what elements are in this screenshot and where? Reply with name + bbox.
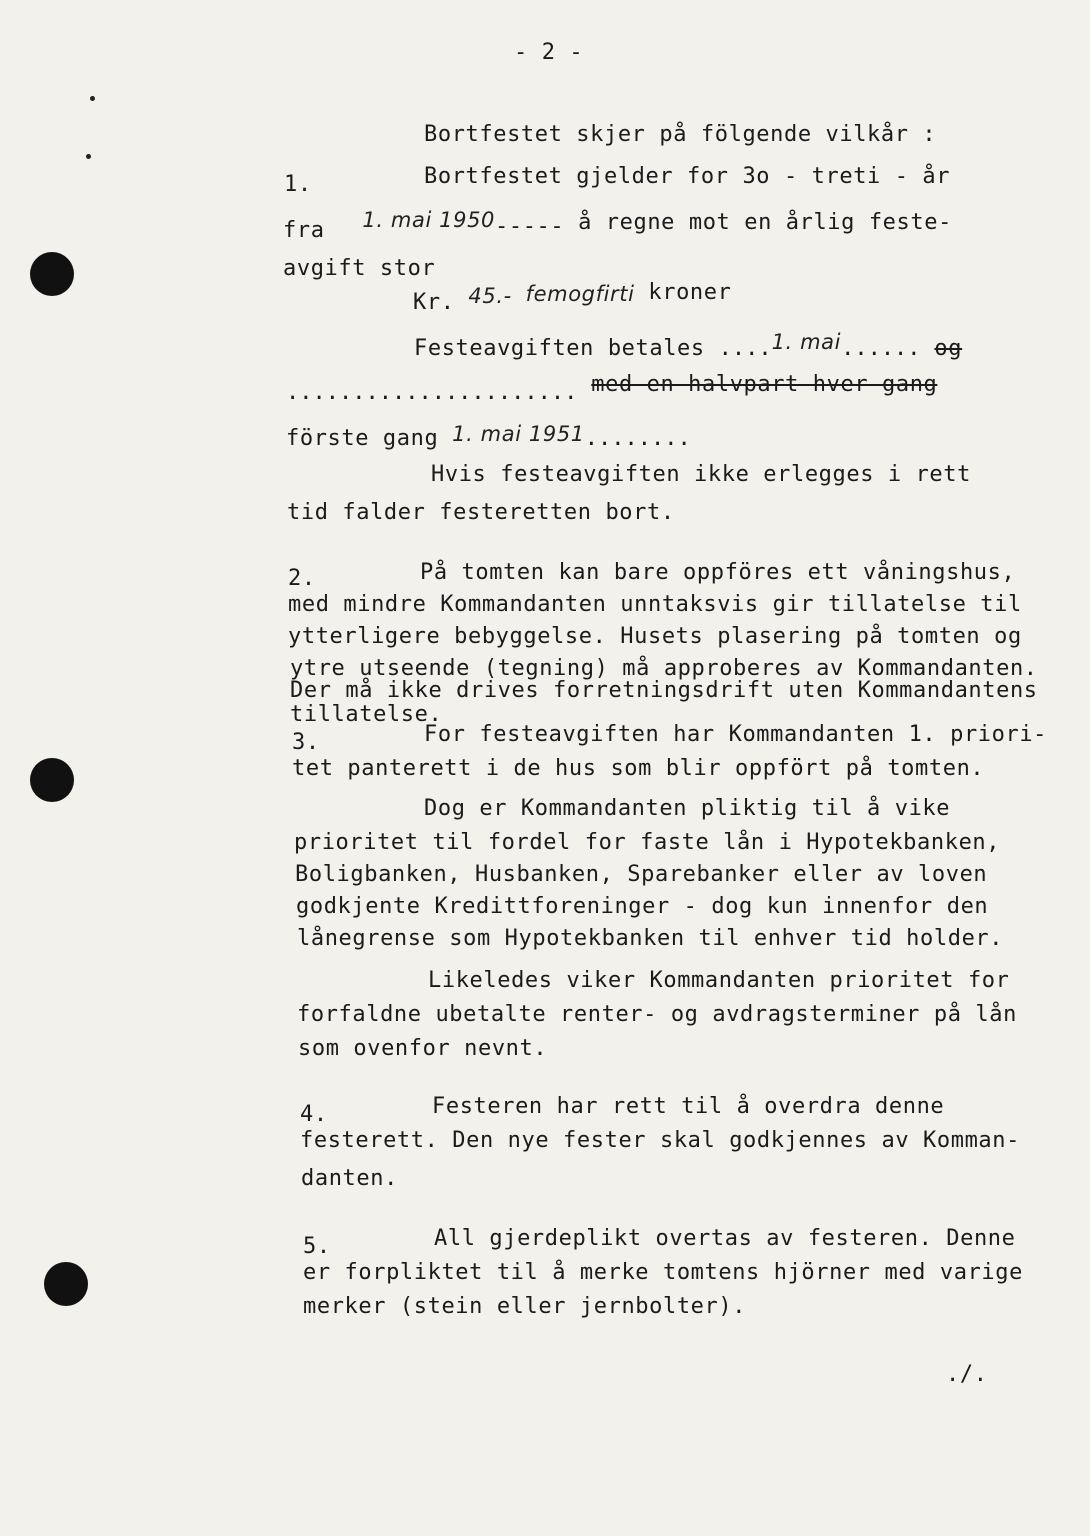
kroner-label: kroner [648, 280, 732, 305]
item-2-number: 2. [288, 566, 316, 591]
dots: ...................... [286, 380, 578, 405]
punch-hole-1 [30, 252, 74, 296]
payment-date-line [414, 330, 963, 361]
fra-label: fra [283, 218, 325, 243]
item-2-line-1: På tomten kan bare oppföres ett våningshus, [420, 560, 1016, 585]
item-2-line-6: tillatelse. [290, 702, 443, 727]
kr-label: Kr. [413, 290, 455, 315]
dots: .... [718, 336, 772, 361]
halvpart-line [286, 372, 938, 405]
item-1-line-2-rest: å regne mot en årlig feste- [578, 210, 952, 235]
item-5-line-3: merker (stein eller jernbolter). [303, 1294, 747, 1319]
item-4-line-3: danten. [301, 1166, 398, 1191]
fee-amount-handwritten: 45.- [468, 284, 512, 308]
item-2-line-4: ytre utseende (tegning) må approberes av Kommandanten. [290, 656, 1038, 681]
first-time-label: förste gang [286, 426, 439, 451]
item-3-p3-2: forfaldne ubetalte renter- og avdragsterminer på lån [297, 1002, 1017, 1027]
item-1-hvis-2: tid falder festeretten bort. [287, 500, 675, 525]
first-payment-line [286, 422, 691, 451]
punch-hole-2 [30, 758, 74, 802]
item-1-line-3: avgift stor [283, 256, 436, 281]
item-4-number: 4. [300, 1102, 328, 1127]
item-1-hvis-1: Hvis festeavgiften ikke erlegges i rett [431, 462, 971, 487]
item-3-number: 3. [292, 730, 320, 755]
item-1-number: 1. [284, 172, 312, 197]
speck [90, 96, 95, 101]
start-date-handwritten: 1. mai 1950 [362, 208, 495, 232]
item-3-p2-1: Dog er Kommandanten pliktig til å vike [424, 796, 951, 821]
item-3-p2-3: Boligbanken, Husbanken, Sparebanker eller av loven [295, 862, 988, 887]
item-1-line-2 [283, 208, 952, 243]
item-2-line-3: ytterligere bebyggelse. Husets plasering på tomten og [288, 624, 1022, 649]
terms-intro: Bortfestet skjer på fölgende vilkår : [424, 122, 937, 147]
item-5-line-2: er forpliktet til å merke tomtens hjörner med varige [303, 1260, 1023, 1285]
dots: ...... [841, 336, 921, 361]
dots: ........ [584, 426, 691, 451]
struck-halvpart: med en halvpart hver gang [591, 372, 938, 397]
item-3-line-2: tet panterett i de hus som blir oppfört på tomten. [292, 756, 985, 781]
payment-date-handwritten: 1. mai [771, 330, 842, 354]
item-5-line-1: All gjerdeplikt overtas av festeren. Denne [434, 1226, 1016, 1251]
payment-label: Festeavgiften betales [414, 336, 705, 361]
first-payment-date-handwritten: 1. mai 1951 [452, 422, 585, 446]
item-3-p2-2: prioritet til fordel for faste lån i Hypotekbanken, [294, 830, 1001, 855]
struck-og: og [934, 336, 963, 361]
item-3-p3-1: Likeledes viker Kommandanten prioritet for [428, 968, 1010, 993]
item-3-p2-4: godkjente Kredittforeninger - dog kun innenfor den [296, 894, 989, 919]
item-1-line-1: Bortfestet gjelder for 3o - treti - år [424, 164, 951, 189]
fee-amount-line [413, 280, 732, 315]
item-5-number: 5. [303, 1234, 331, 1259]
item-4-line-2: festerett. Den nye fester skal godkjennes av Komman- [300, 1128, 1020, 1153]
fee-amount-words-handwritten: femogfirti [525, 282, 635, 306]
punch-hole-3 [44, 1262, 88, 1306]
speck [86, 154, 91, 159]
item-3-line-1: For festeavgiften har Kommandanten 1. priori- [424, 722, 1048, 747]
item-3-p2-5: lånegrense som Hypotekbanken til enhver tid holder. [297, 926, 1004, 951]
page-number: - 2 - [514, 40, 584, 65]
item-2-line-2: med mindre Kommandanten unntaksvis gir tillatelse til [288, 592, 1022, 617]
continuation-mark: ./. [946, 1362, 988, 1387]
item-4-line-1: Festeren har rett til å overdra denne [432, 1094, 945, 1119]
item-2-line-5: Der må ikke drives forretningsdrift uten Kommandantens [290, 678, 1038, 703]
item-3-p3-3: som ovenfor nevnt. [298, 1036, 548, 1061]
date-dashes: ----- [495, 214, 565, 239]
